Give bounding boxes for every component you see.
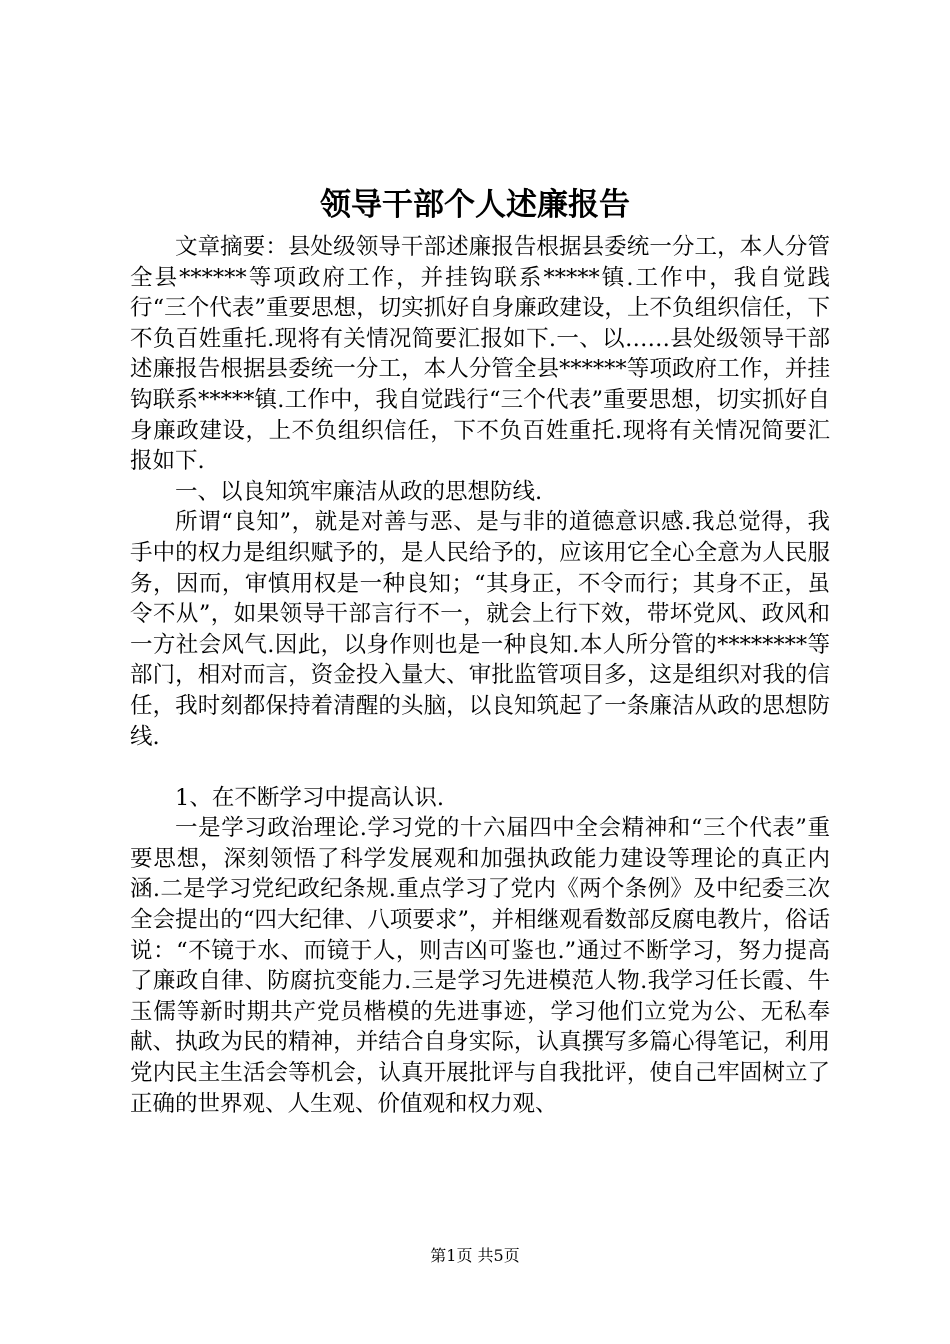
page-footer: 第1页 共5页	[430, 1246, 520, 1265]
document-title: 领导干部个人述廉报告	[320, 187, 630, 223]
paragraph-conscience: 所谓“良知”，就是对善与恶、是与非的道德意识感.我总觉得，我手中的权力是组织赋予的，是人民给予的，应该用它全心全意为人民服务，因而，审慎用权是一种良知；“其身正，不令而行；其身不正，虽令不从”，如果领导干部言行不一，就会上行下效，带坏党风、政风和一方社会风气.因此，以身作则也是一种良知.本人所分管的********等部门，相对而言，资金投入量大、审批监管项目多，这是组织对我的信任，我时刻都保持着清醒的头脑，以良知筑起了一条廉洁从政的思想防线.	[130, 509, 830, 750]
paragraph-study: 一是学习政治理论.学习党的十六届四中全会精神和“三个代表”重要思想，深刻领悟了科学发展观和加强执政能力建设等理论的真正内涵.二是学习党纪政纪条规.重点学习了党内《两个条例》及中纪委三次全会提出的“四大纪律、八项要求”，并相继观看数部反腐电教片，俗话说：“不镜于水、而镜于人，则吉凶可鉴也.”通过不断学习，努力提高了廉政自律、防腐抗变能力.三是学习先进模范人物.我学习任长霞、牛玉儒等新时期共产党员楷模的先进事迹，学习他们立党为公、无私奉献、执政为民的精神，并结合自身实际，认真撰写多篇心得笔记，利用党内民主生活会等机会，认真开展批评与自我批评，使自己牢固树立了正确的世界观、人生观、价值观和权力观、	[130, 815, 830, 1117]
subsection-heading-1: 1、在不断学习中提高认识.	[175, 784, 444, 811]
section-heading-1: 一、以良知筑牢廉洁从政的思想防线.	[175, 478, 543, 505]
document-body	[130, 232, 830, 1119]
paragraph-abstract: 文章摘要：县处级领导干部述廉报告根据县委统一分工，本人分管全县******等项政府工作，并挂钩联系*****镇.工作中，我自觉践行“三个代表”重要思想，切实抓好自身廉政建设，上不负组织信任，下不负百姓重托.现将有关情况简要汇报如下.一、以……县处级领导干部述廉报告根据县委统一分工，本人分管全县******等项政府工作，并挂钩联系*****镇.工作中，我自觉践行“三个代表”重要思想，切实抓好自身廉政建设，上不负组织信任，下不负百姓重托.现将有关情况简要汇报如下.	[130, 234, 830, 475]
